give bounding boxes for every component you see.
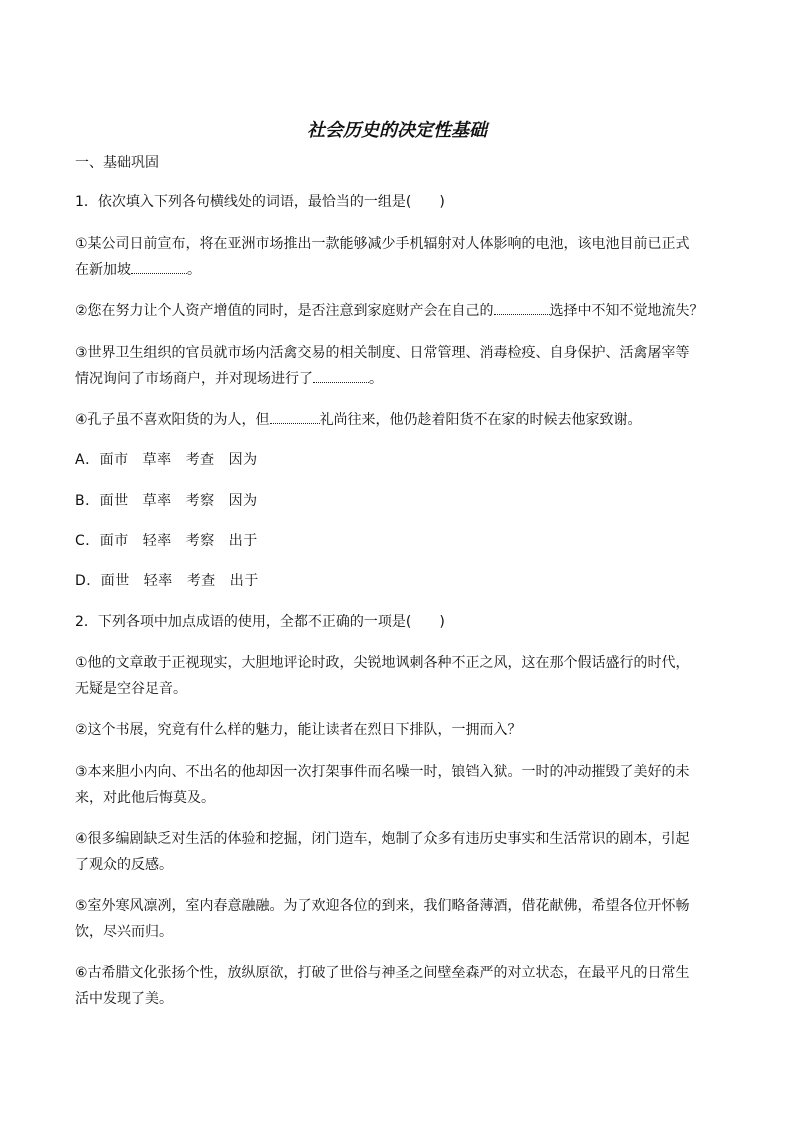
option-word: 草率 [142, 452, 172, 468]
option-word: 草率 [142, 493, 172, 509]
q1-option-a [75, 448, 720, 472]
q2-sentence-6-line-1: ⑥古希腊文化张扬个性，放纵原欲，打破了世俗与神圣之间壁垒森严的对立状态，在最平凡的日常生 [75, 965, 690, 981]
q1-sentence-2 [75, 299, 720, 323]
question-2-stem: 2．下列各项中加点成语的使用，全都不正确的一项是( ) [75, 614, 445, 630]
option-word: 轻率 [143, 573, 173, 589]
q1-option-b [75, 489, 720, 513]
q2-sentence-3-line-2: 来，对此他后悔莫及。 [75, 790, 215, 806]
q2-sentence-6-line-2: 活中发现了美。 [75, 991, 173, 1007]
q1-sentence-1-text: 在新加坡 [75, 262, 131, 278]
option-word: 因为 [228, 493, 258, 509]
answer-blank [131, 259, 187, 274]
option-word: 因为 [228, 452, 258, 468]
q1-option-c [75, 529, 720, 553]
q2-sentence-2: ②这个书展，究竟有什么样的魅力，能让读者在烈日下排队，一拥而入？ [75, 722, 522, 738]
q2-sentence-1-line-2: 无疑是空谷足音。 [75, 681, 187, 697]
question-1-stem: 1．依次填入下列各句横线处的词语，最恰当的一组是( ) [75, 194, 445, 210]
q1-sentence-1-line-2 [75, 258, 720, 282]
q1-sentence-3-line-1: ③世界卫生组织的官员就市场内活禽交易的相关制度、日常管理、消毒检疫、自身保护、活禽屠宰等 [75, 345, 690, 361]
q1-sentence-3-end: 。 [369, 371, 383, 387]
q1-sentence-1-line-1: ①某公司日前宣布，将在亚洲市场推出一款能够减少手机辐射对人体影响的电池，该电池目前已正式 [75, 236, 690, 252]
q1-sentence-2-end: 选择中不知不觉地流失？ [549, 303, 704, 319]
option-label: D．面世 [75, 573, 130, 589]
q1-sentence-3-line-2 [75, 367, 720, 391]
q1-sentence-4 [75, 408, 720, 432]
q1-sentence-2-text: ②您在努力让个人资产增值的同时，是否注意到家庭财产会在自己的 [75, 303, 494, 319]
option-word: 出于 [229, 573, 259, 589]
q1-sentence-3-text: 情况询问了市场商户，并对现场进行了 [75, 371, 313, 387]
q2-sentence-5-line-2: 饮，尽兴而归。 [75, 924, 173, 940]
option-label: C．面市 [75, 533, 129, 549]
q1-sentence-4-end: 礼尚往来，他仍趁着阳货不在家的时候去他家致谢。 [319, 412, 642, 428]
option-label: B．面世 [75, 493, 129, 509]
page-title: 社会历史的决定性基础 [307, 120, 487, 141]
q2-sentence-4-line-2: 了观众的反感。 [75, 857, 173, 873]
option-word: 考查 [185, 452, 215, 468]
q2-sentence-3-line-1: ③本来胆小内向、不出名的他却因一次打架事件而名噪一时，锒铛入狱。一时的冲动摧毁了美好的未 [75, 764, 690, 780]
section-heading: 一、基础巩固 [75, 155, 159, 171]
q2-sentence-5-line-1: ⑤室外寒风凛冽，室内春意融融。为了欢迎各位的到来，我们略备薄酒，借花献佛，希望各位开怀畅 [75, 898, 690, 914]
q2-sentence-1-line-1: ①他的文章敢于正视现实，大胆地评论时政，尖锐地讽刺各种不正之风，这在那个假话盛行的时代， [75, 655, 690, 671]
option-label: A．面市 [75, 452, 129, 468]
answer-blank [494, 300, 550, 315]
q1-sentence-4-text: ④孔子虽不喜欢阳货的为人，但 [75, 412, 270, 428]
answer-blank [270, 409, 320, 424]
option-word: 轻率 [142, 533, 172, 549]
option-word: 考察 [185, 493, 215, 509]
option-word: 考查 [186, 573, 216, 589]
q1-option-d [75, 569, 720, 593]
answer-blank [313, 368, 369, 383]
option-word: 出于 [228, 533, 258, 549]
q2-sentence-4-line-1: ④很多编剧缺乏对生活的体验和挖掘，闭门造车，炮制了众多有违历史事实和生活常识的剧本，引起 [75, 831, 690, 847]
q1-sentence-1-end: 。 [187, 262, 201, 278]
option-word: 考察 [185, 533, 215, 549]
